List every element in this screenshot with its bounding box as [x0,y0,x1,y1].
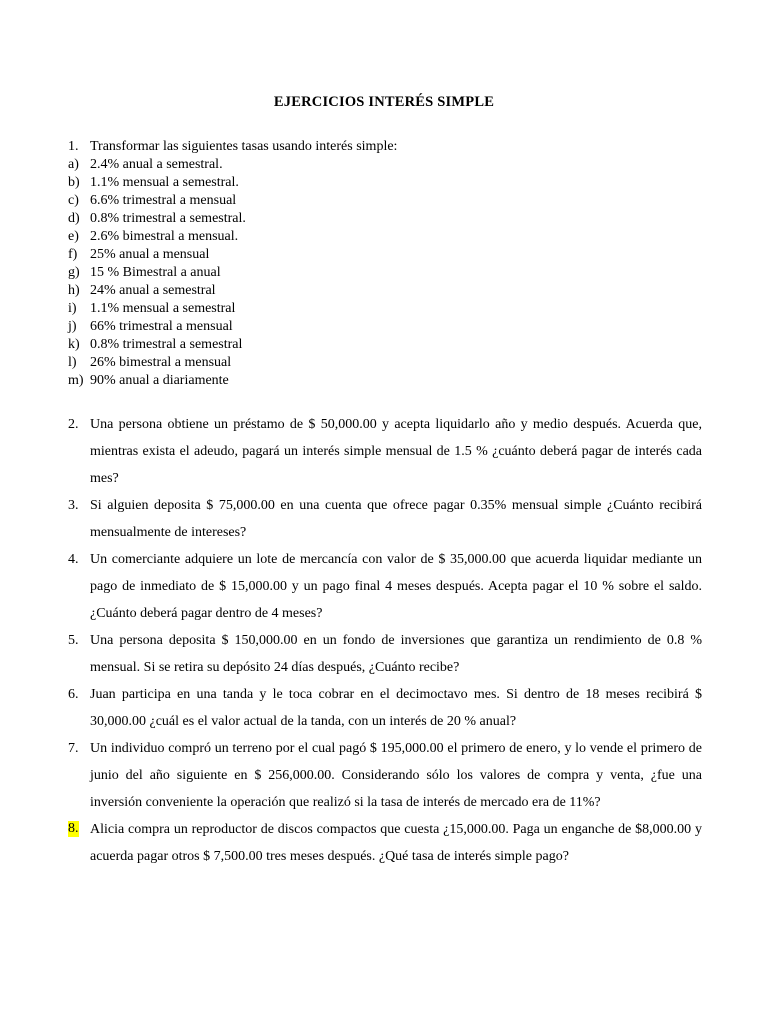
list-item [68,228,708,246]
list-item [68,318,708,336]
exercise-1-intro-row [68,138,708,156]
list-item-text: 66% trimestral a mensual [90,319,233,334]
problem-2 [68,411,702,492]
list-item-label: c) [68,193,79,208]
problem-text: Un individuo compró un terreno por el cual pagó $ 195,000.00 el primero de enero, y lo vende el primero de junio del año siguiente en $ 256,000.00. Considerando sólo los valores de compra y venta, ¿fue una inversión conveniente la operación que realizó si la tasa de interés de mercado era de 11%? [90,741,702,810]
list-item [68,174,708,192]
problem-number: 3. [68,498,79,513]
problem-number: 5. [68,633,79,648]
list-item-label: l) [68,355,77,370]
problem-text: Una persona obtiene un préstamo de $ 50,000.00 y acepta liquidarlo año y medio después. Acuerda que, mientras exista el adeudo, pagará un interés simple mensual de 1.5 % ¿cuánto deberá pagar de interés cada mes? [90,417,702,486]
list-item-text: 6.6% trimestral a mensual [90,193,237,208]
list-item-text: 90% anual a diariamente [90,373,229,388]
problem-list [68,411,702,870]
problem-text: Un comerciante adquiere un lote de mercancía con valor de $ 35,000.00 que acuerda liquidar mediante un pago de inmediato de $ 15,000.00 y un pago final 4 meses después. Acepta pagar el 10 % sobre el saldo. ¿Cuánto deberá pagar dentro de 4 meses? [90,552,702,621]
exercise-number: 1. [68,139,79,154]
list-item-text: 0.8% trimestral a semestral [90,337,243,352]
list-item-text: 0.8% trimestral a semestral. [90,211,246,226]
problem-text: Si alguien deposita $ 75,000.00 en una cuenta que ofrece pagar 0.35% mensual simple ¿Cuánto recibirá mensualmente de intereses? [90,498,702,540]
list-item-text: 1.1% mensual a semestral [90,301,236,316]
list-item-label: j) [68,319,77,334]
list-item-text: 24% anual a semestral [90,283,216,298]
problem-number: 2. [68,417,79,432]
problem-3 [68,492,702,546]
problem-text: Una persona deposita $ 150,000.00 en un fondo de inversiones que garantiza un rendimiento de 0.8 % mensual. Si se retira su depósito 24 días después, ¿Cuánto recibe? [90,633,702,675]
problem-number: 4. [68,552,79,567]
list-item-label: a) [68,157,79,172]
list-item-label: b) [68,175,80,190]
list-item [68,354,708,372]
problem-7 [68,735,702,816]
list-item-label: f) [68,247,78,262]
problem-number: 7. [68,741,79,756]
problem-text: Juan participa en una tanda y le toca cobrar en el decimoctavo mes. Si dentro de 18 meses recibirá $ 30,000.00 ¿cuál es el valor actual de la tanda, con un interés de 20 % anual? [90,687,702,729]
exercise-1 [68,138,708,390]
list-item-label: h) [68,283,80,298]
problem-5 [68,627,702,681]
list-item-label: i) [68,301,77,316]
list-item-text: 15 % Bimestral a anual [90,265,221,280]
list-item-text: 1.1% mensual a semestral. [90,175,239,190]
document-title: EJERCICIOS INTERÉS SIMPLE [273,94,495,110]
exercise-1-intro: Transformar las siguientes tasas usando interés simple: [90,139,398,154]
list-item [68,156,708,174]
list-item-label: d) [68,211,80,226]
problem-6 [68,681,702,735]
list-item-text: 25% anual a mensual [90,247,210,262]
problem-number: 6. [68,687,79,702]
list-item [68,300,708,318]
rate-conversion-list [68,156,708,390]
list-item [68,210,708,228]
list-item [68,282,708,300]
list-item-text: 2.6% bimestral a mensual. [90,229,239,244]
problem-text: Alicia compra un reproductor de discos compactos que cuesta ¿15,000.00. Paga un enganche de $8,000.00 y acuerda pagar otros $ 7,500.00 tres meses después. ¿Qué tasa de interés simple pago? [90,822,702,864]
list-item-label: e) [68,229,79,244]
list-item [68,372,708,390]
list-item [68,192,708,210]
list-item-text: 2.4% anual a semestral. [90,157,223,172]
list-item [68,264,708,282]
problem-number: 8. [68,821,79,836]
list-item-text: 26% bimestral a mensual [90,355,232,370]
problem-4 [68,546,702,627]
problem-8 [68,816,702,870]
list-item-label: m) [68,373,84,388]
list-item [68,336,708,354]
list-item-label: g) [68,265,80,280]
list-item-label: k) [68,337,80,352]
list-item [68,246,708,264]
